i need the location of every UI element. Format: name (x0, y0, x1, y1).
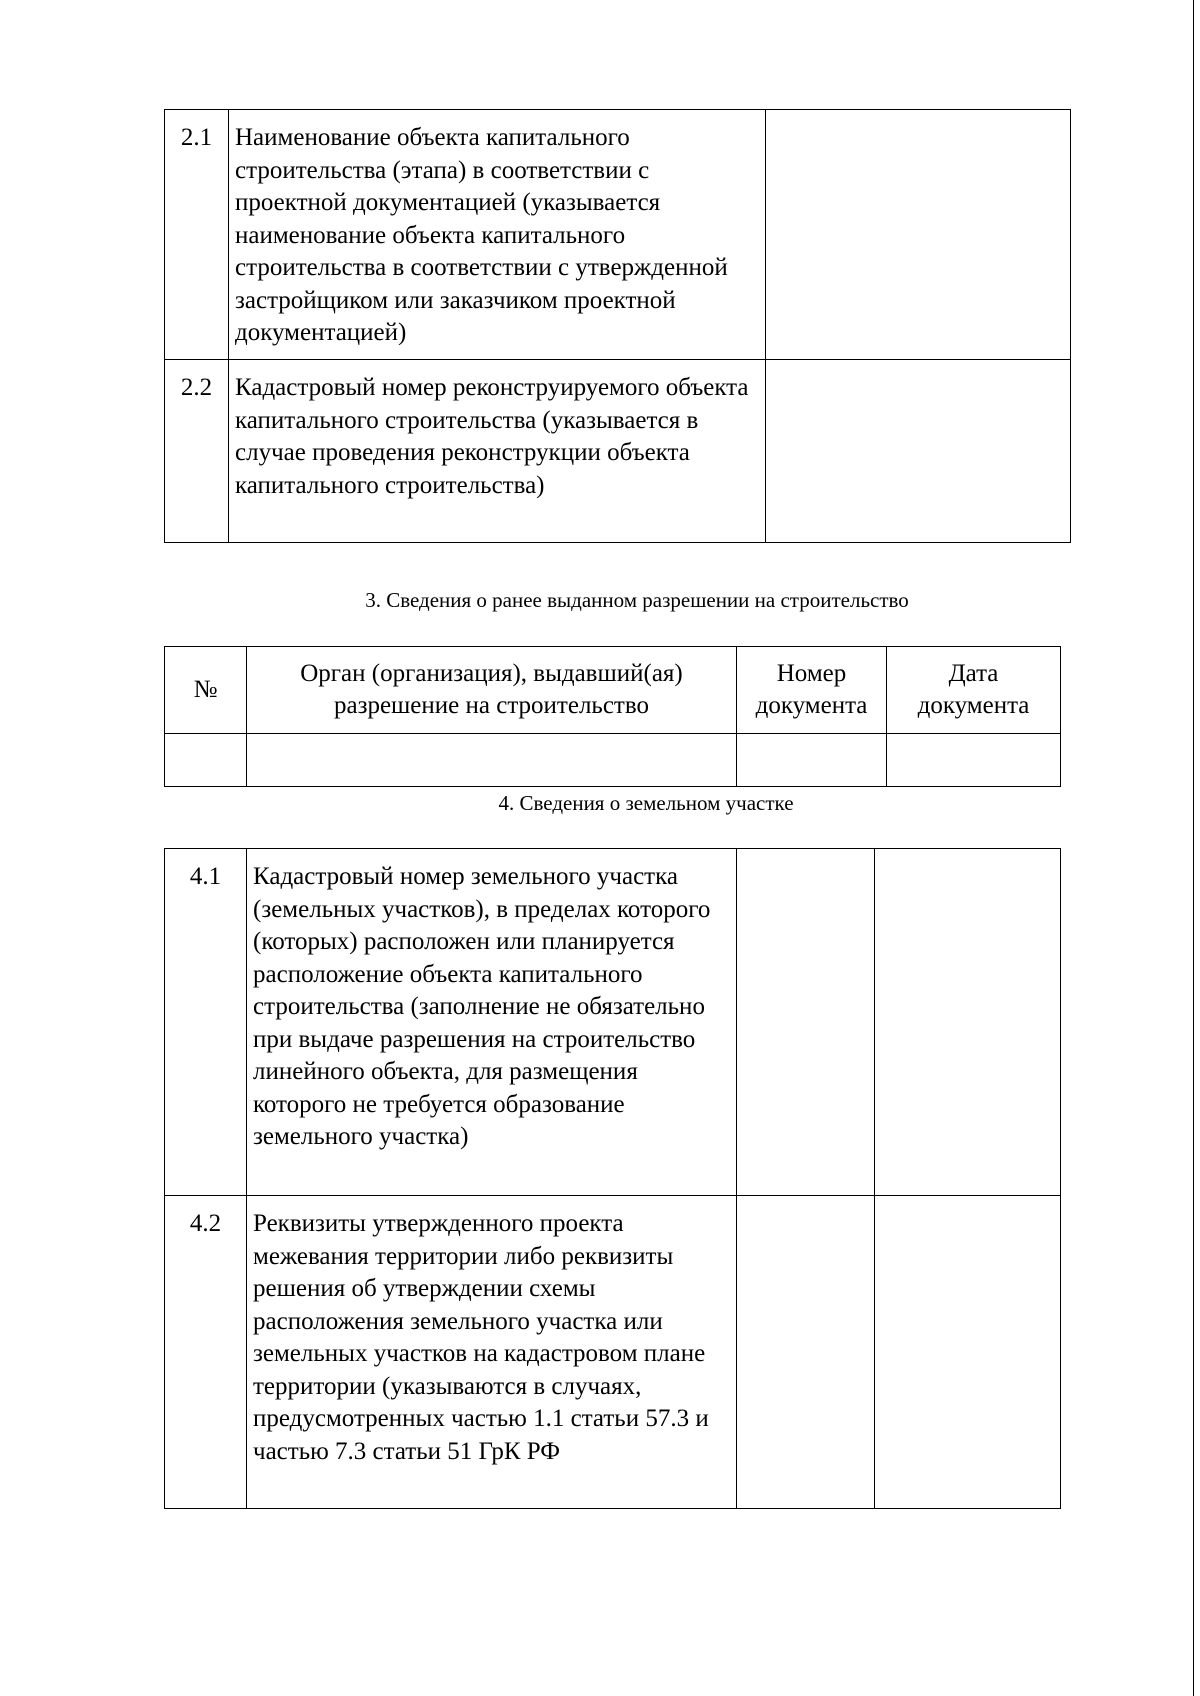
row-value-cell[interactable] (875, 849, 1061, 1196)
row-value-cell[interactable] (766, 360, 1071, 543)
table-object-info (164, 109, 1071, 543)
header-doc-date: Дата документа (887, 647, 1061, 734)
header-organ: Орган (организация), выдавший(ая) разрешение на строительство (247, 647, 737, 734)
section-3-title: 3. Сведения о ранее выданном разрешении на строительство (365, 588, 909, 612)
row-value-cell[interactable] (737, 1196, 875, 1509)
page-edge (1193, 0, 1200, 1696)
table-row (165, 110, 1071, 360)
table-header-row (165, 647, 1061, 734)
cell-organ[interactable] (247, 734, 737, 787)
cell-num[interactable] (165, 734, 247, 787)
table-row (165, 360, 1071, 543)
header-num: № (165, 647, 247, 734)
section-4-title: 4. Сведения о земельном участке (498, 791, 794, 815)
table-previous-permit (164, 646, 1061, 787)
row-value-cell[interactable] (875, 1196, 1061, 1509)
table-land-plot (164, 848, 1061, 1509)
row-description: Наименование объекта капитального строительства (этапа) в соответствии с проектной документацией (указывается наименование объекта капитального строительства в соответствии с утвержденной застройщиком или заказчиком проектной документацией) (229, 110, 766, 360)
row-number: 2.1 (165, 110, 229, 360)
table-row (165, 1196, 1061, 1509)
row-description: Кадастровый номер земельного участка (земельных участков), в пределах которого (которых) расположен или планируется расположение объекта капитального строительства (заполнение не обязательно при выдаче разрешения на строительство линейного объекта, для размещения которого не требуется образование земельного участка) (247, 849, 737, 1196)
row-value-cell[interactable] (737, 849, 875, 1196)
row-number: 4.1 (165, 849, 247, 1196)
row-number: 2.2 (165, 360, 229, 543)
table-row (165, 734, 1061, 787)
cell-doc-number[interactable] (737, 734, 887, 787)
table-row (165, 849, 1061, 1196)
row-description: Реквизиты утвержденного проекта межевания территории либо реквизиты решения об утверждении схемы расположения земельного участка или земельных участков на кадастровом плане территории (указываются в случаях, предусмотренных частью 1.1 статьи 57.3 и частью 7.3 статьи 51 ГрК РФ (247, 1196, 737, 1509)
row-description: Кадастровый номер реконструируемого объекта капитального строительства (указывается в случае проведения реконструкции объекта капитального строительства) (229, 360, 766, 543)
cell-doc-date[interactable] (887, 734, 1061, 787)
row-number: 4.2 (165, 1196, 247, 1509)
row-value-cell[interactable] (766, 110, 1071, 360)
header-doc-number: Номер документа (737, 647, 887, 734)
